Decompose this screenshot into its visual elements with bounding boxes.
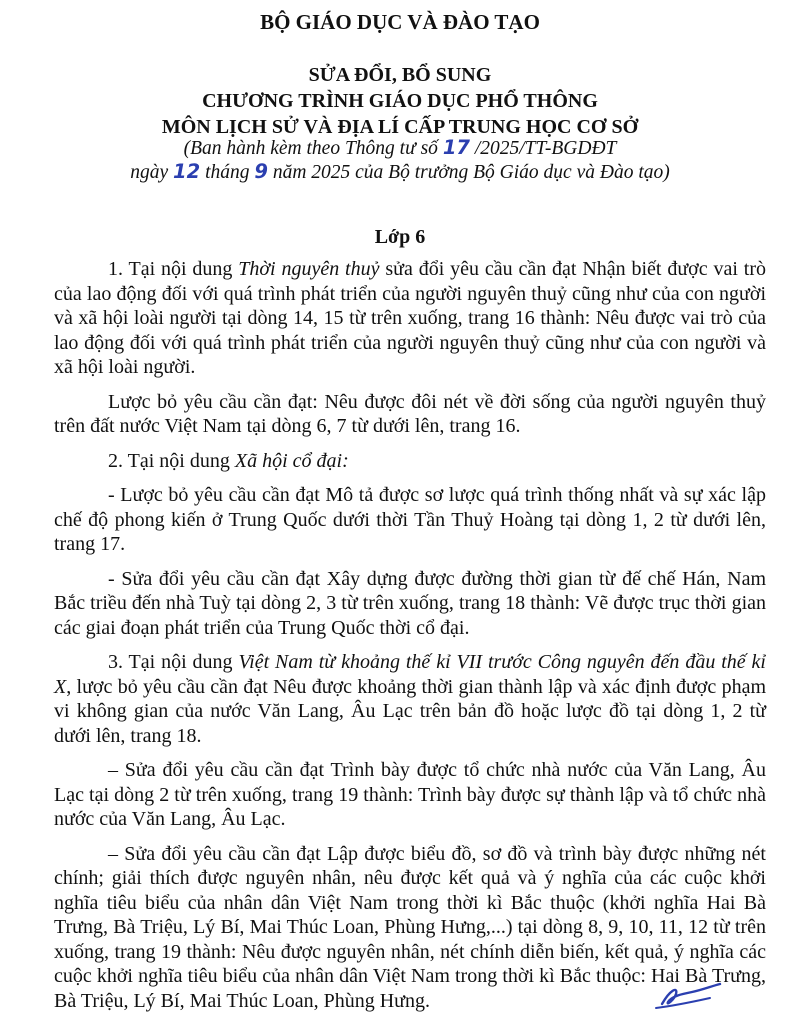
paragraph-text: sửa đổi yêu cầu cần đạt Nhận biết được vai trò của lao động đối với quá trình phát triển của người nguyên thuỷ cũng như của con người và xã hội loài người tại dòng 14, 15 từ trên xuống, trang 16 thành: Nêu được vai trò của lao động đối với quá trình phát triển của người nguyên thuỷ cũng như của con người và xã hội loài người.: [54, 258, 766, 378]
topic-name: Xã hội cổ đại:: [234, 449, 349, 472]
handwritten-month: 9: [254, 160, 268, 183]
issuance-line-1: [0, 136, 800, 160]
document-body: [54, 257, 766, 1023]
paragraph-5: - Sửa đổi yêu cầu cần đạt Xây dựng được đường thời gian từ đế chế Hán, Nam Bắc triều đến nhà Tuỳ tại dòng 2, 3 từ trên xuống, trang 18 thành: Vẽ được trục thời gian các giai đoạn phát triển của Trung Quốc thời cổ đại.: [54, 567, 766, 639]
issuance-text: tháng: [200, 162, 255, 183]
paragraph-text: , lược bỏ yêu cầu cần đạt Nêu được khoảng thời gian thành lập và xác định được phạm vi không gian của nước Văn Lang, Âu Lạc trên bản đồ hoặc lược đồ tại dòng 1, 2 từ dưới lên, trang 18.: [54, 675, 766, 747]
title-line-2: CHƯƠNG TRÌNH GIÁO DỤC PHỔ THÔNG: [202, 90, 598, 112]
document-title: [0, 62, 800, 140]
issuance-text: /2025/TT-BGDĐT: [469, 138, 617, 159]
paragraph-8: – Sửa đổi yêu cầu cần đạt Lập được biểu đồ, sơ đồ và trình bày được những nét chính; giải thích được nguyên nhân, nêu được kết quả và ý nghĩa của các cuộc khởi nghĩa tiêu biểu của nhân dân Việt Nam trong thời kì Bắc thuộc (khởi nghĩa Hai Bà Trưng, Bà Triệu, Lý Bí, Mai Thúc Loan, Phùng Hưng,...) tại dòng 8, 9, 10, 11, 12 từ trên xuống, trang 19 thành: Nêu được nguyên nhân, nét chính diễn biến, kết quả, ý nghĩa các cuộc khởi nghĩa tiêu biểu của nhân dân Việt Nam trong thời kì Bắc thuộc: Hai Bà Trưng, Bà Triệu, Lý Bí, Mai Thúc Loan, Phùng Hưng.: [54, 842, 766, 1012]
title-line-1: SỬA ĐỔI, BỔ SUNG: [308, 64, 492, 86]
paragraph-text: 2. Tại nội dung: [108, 449, 235, 472]
topic-name: Thời nguyên thuỷ: [238, 258, 380, 280]
issuance-line-2: [0, 160, 800, 184]
paragraph-text: 1. Tại nội dung: [108, 258, 239, 280]
initial-signature-icon: [648, 980, 723, 1010]
paragraph-7: – Sửa đổi yêu cầu cần đạt Trình bày được tổ chức nhà nước của Văn Lang, Âu Lạc tại dòng 2 từ trên xuống, trang 19 thành: Trình bày được sự thành lập và tổ chức nhà nước của Văn Lang, Âu Lạc.: [54, 759, 766, 830]
paragraph-4: - Lược bỏ yêu cầu cần đạt Mô tả được sơ lược quá trình thống nhất và sự xác lập chế độ phong kiến ở Trung Quốc dưới thời Tần Thuỷ Hoàng tại dòng 1, 2 từ dưới lên, trang 17.: [54, 484, 766, 555]
issuance-text: năm 2025 của Bộ trưởng Bộ Giáo dục và Đào tạo): [267, 162, 670, 183]
paragraph-2: Lược bỏ yêu cầu cần đạt: Nêu được đôi nét về đời sống của người nguyên thuỷ trên đất nước Việt Nam tại dòng 6, 7 từ dưới lên, trang 16.: [54, 390, 766, 437]
issuance-text: ngày: [130, 162, 174, 183]
paragraph-3: [54, 449, 766, 474]
title-line-3: MÔN LỊCH SỬ VÀ ĐỊA LÍ CẤP TRUNG HỌC CƠ SỞ: [161, 116, 639, 138]
grade-heading: Lớp 6: [374, 226, 426, 248]
issuance-text: (Ban hành kèm theo Thông tư số: [183, 138, 443, 159]
paragraph-1: [54, 257, 766, 380]
topic-name: Việt Nam từ khoảng thế kỉ VII trước Công nguyên đến đầu thế kỉ X: [54, 651, 766, 698]
paragraph-text: 3. Tại nội dung: [108, 651, 239, 673]
handwritten-day: 12: [173, 160, 201, 183]
ministry-name: BỘ GIÁO DỤC VÀ ĐÀO TẠO: [260, 10, 540, 34]
paragraph-6: [54, 650, 766, 748]
handwritten-circular-number: 17: [442, 136, 470, 159]
